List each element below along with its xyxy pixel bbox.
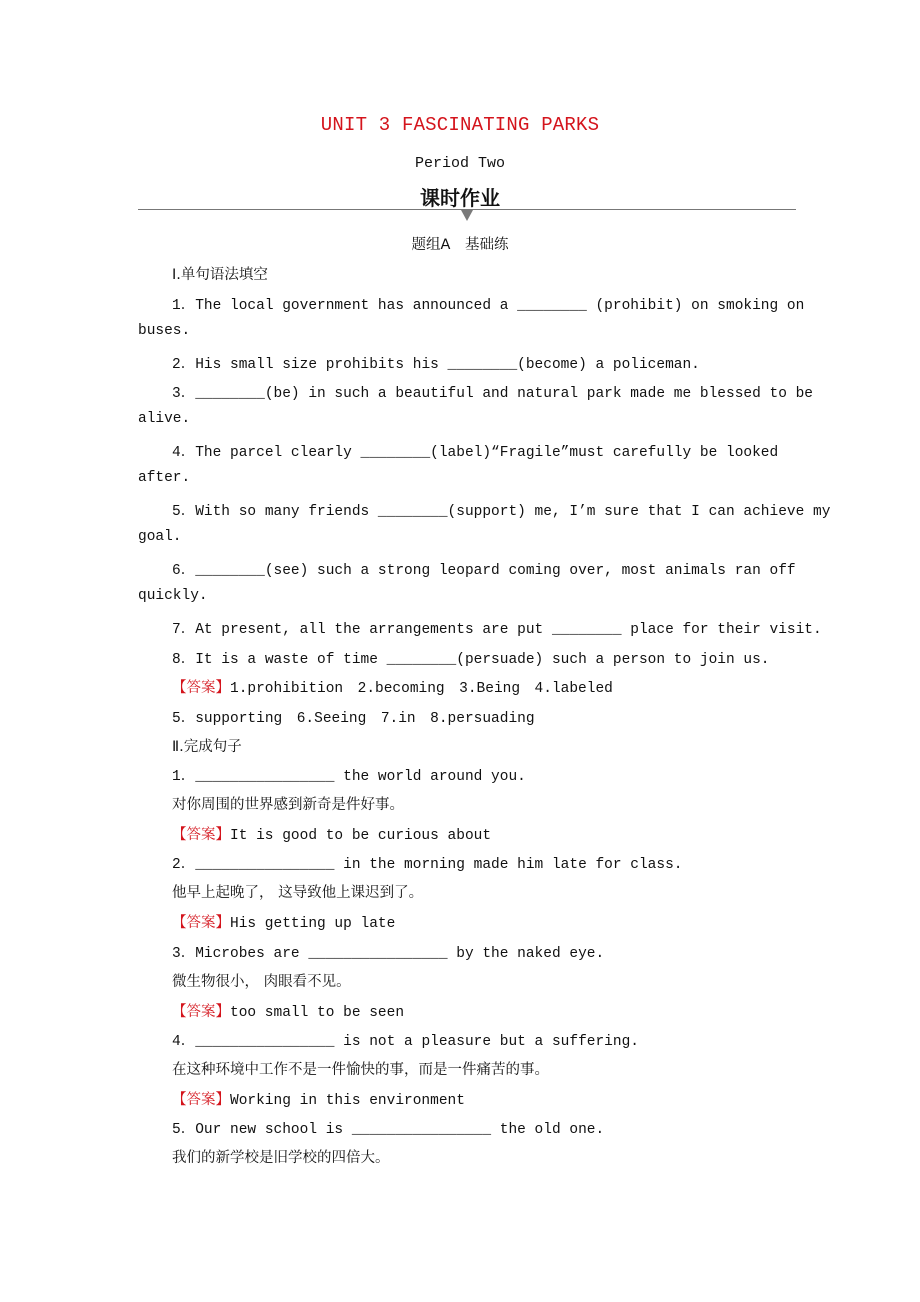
- homework-title: 课时作业: [420, 186, 500, 210]
- s2-q1-en: 1．________________ the world around you.: [172, 769, 526, 785]
- q3-line1: 3．________(be) in such a beautiful and natural park made me blessed to be: [172, 386, 814, 402]
- answer-text: It is good to be curious about: [230, 828, 492, 844]
- answer-text: too small to be seen: [230, 1005, 405, 1021]
- period-label: Period Two: [414, 155, 505, 172]
- s2-q1-answer: [172, 823, 788, 844]
- unit-title: UNIT 3 FASCINATING PARKS: [320, 114, 600, 136]
- s2-q4-cn: 在这种环境中工作不是一件愉快的事，而是一件痛苦的事。: [172, 1062, 549, 1078]
- q4-line2: after.: [138, 470, 191, 486]
- s2-q5-en: 5．Our new school is ________________ the old one.: [172, 1122, 605, 1138]
- answer-tag: 【答案】: [172, 1092, 230, 1108]
- q4-line1: 4．The parcel clearly ________(label)“Fragile”must carefully be looked: [172, 445, 779, 461]
- answer-text: 1.prohibition 2.becoming 3.Being 4.labeled: [230, 681, 613, 697]
- s2-q2-cn: 他早上起晚了， 这导致他上课迟到了。: [172, 885, 424, 901]
- s2-q2-answer: [172, 911, 788, 932]
- section1-answer-line1: [172, 676, 788, 697]
- group-heading: 题组A 基础练: [411, 237, 509, 253]
- s2-q1-cn: 对你周围的世界感到新奇是件好事。: [172, 797, 404, 813]
- answer-text: Working in this environment: [230, 1093, 465, 1109]
- q1-line2: buses.: [138, 323, 191, 339]
- answer-tag: 【答案】: [172, 680, 230, 696]
- answer-tag: 【答案】: [172, 1004, 230, 1020]
- s2-q3-cn: 微生物很小， 肉眼看不见。: [172, 974, 351, 990]
- section1-answer-line2: 5．supporting 6.Seeing 7.in 8.persuading: [172, 711, 535, 727]
- q1-line1: 1．The local government has announced a ________ (prohibit) on smoking on: [172, 298, 805, 314]
- answer-tag: 【答案】: [172, 827, 230, 843]
- answer-text: His getting up late: [230, 916, 396, 932]
- triangle-down-icon: [461, 210, 473, 221]
- s2-q2-en: 2．________________ in the morning made him late for class.: [172, 857, 683, 873]
- answer-tag: 【答案】: [172, 915, 230, 931]
- s2-q4-answer: [172, 1088, 788, 1109]
- s2-q5-cn: 我们的新学校是旧学校的四倍大。: [172, 1150, 390, 1166]
- q5-line2: goal.: [138, 529, 182, 545]
- q2-line: 2．His small size prohibits his ________(become) a policeman.: [172, 357, 700, 373]
- s2-q3-answer: [172, 1000, 788, 1021]
- q3-line2: alive.: [138, 411, 191, 427]
- s2-q4-en: 4．________________ is not a pleasure but a suffering.: [172, 1034, 639, 1050]
- q5-line1: 5．With so many friends ________(support) me, I’m sure that I can achieve my: [172, 504, 831, 520]
- section1-heading: Ⅰ.单句语法填空: [172, 267, 268, 283]
- q7-line: 7．At present, all the arrangements are put ________ place for their visit.: [172, 622, 822, 638]
- q6-line1: 6．________(see) such a strong leopard coming over, most animals ran off: [172, 563, 796, 579]
- section2-heading: Ⅱ.完成句子: [172, 739, 242, 755]
- q6-line2: quickly.: [138, 588, 208, 604]
- q8-line: 8．It is a waste of time ________(persuade) such a person to join us.: [172, 652, 770, 668]
- s2-q3-en: 3．Microbes are ________________ by the naked eye.: [172, 946, 605, 962]
